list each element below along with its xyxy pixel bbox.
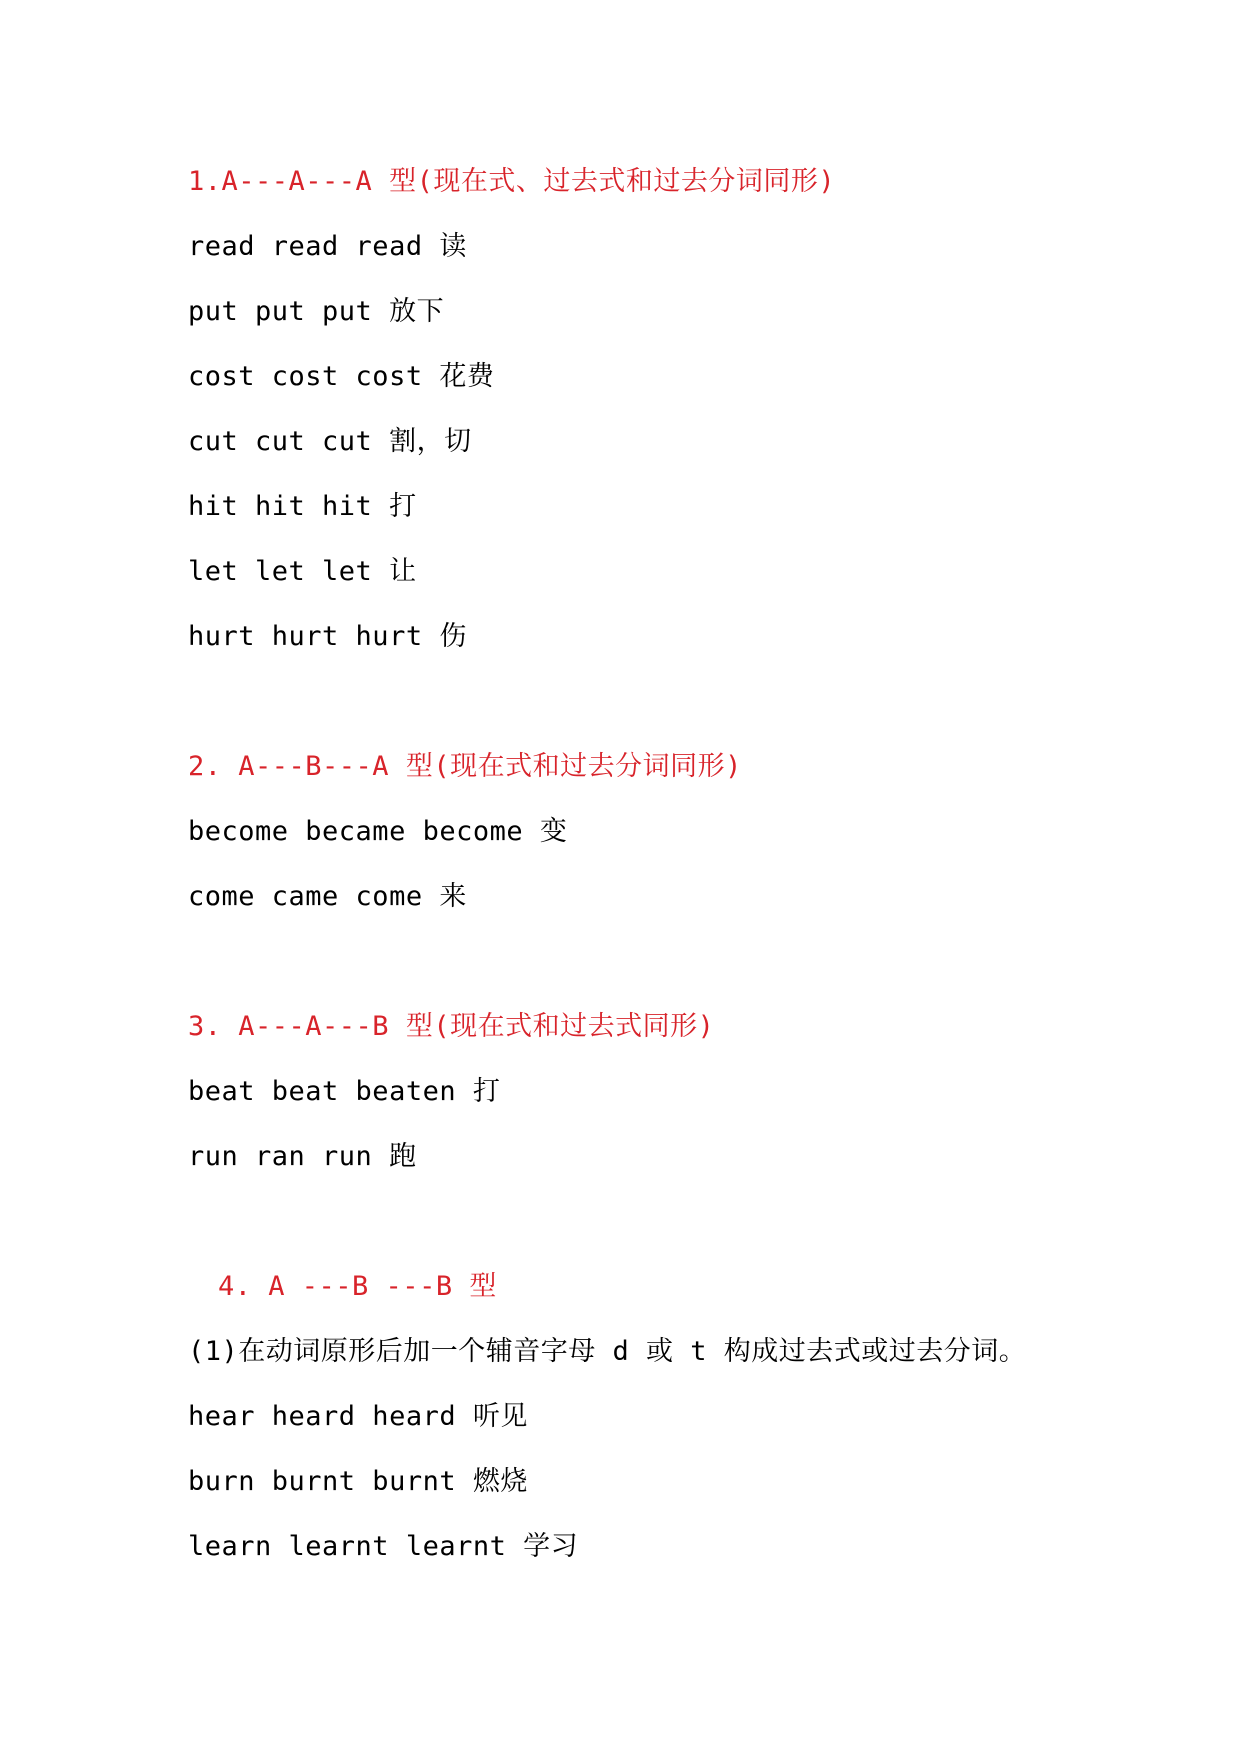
- list-item: beat beat beaten 打: [188, 1076, 501, 1107]
- list-item: let let let 让: [188, 556, 417, 587]
- section-1-heading: 1.A---A---A 型(现在式、过去式和过去分词同形): [188, 166, 836, 197]
- section-4-heading: 4. A ---B ---B 型: [218, 1271, 497, 1302]
- list-item: hit hit hit 打: [188, 491, 417, 522]
- section-4-note: (1)在动词原形后加一个辅音字母 d 或 t 构成过去式或过去分词。: [188, 1336, 1027, 1367]
- list-item: come came come 来: [188, 881, 467, 912]
- section-2-heading: 2. A---B---A 型(现在式和过去分词同形): [188, 751, 742, 782]
- section-3-heading: 3. A---A---B 型(现在式和过去式同形): [188, 1011, 715, 1042]
- list-item: hear heard heard 听见: [188, 1401, 528, 1432]
- list-item: cost cost cost 花费: [188, 361, 495, 392]
- list-item: learn learnt learnt 学习: [188, 1531, 579, 1562]
- list-item: burn burnt burnt 燃烧: [188, 1466, 528, 1497]
- list-item: run ran run 跑: [188, 1141, 417, 1172]
- list-item: read read read 读: [188, 231, 467, 262]
- list-item: cut cut cut 割，切: [188, 426, 472, 457]
- list-item: become became become 变: [188, 816, 568, 847]
- list-item: hurt hurt hurt 伤: [188, 621, 467, 652]
- list-item: put put put 放下: [188, 296, 445, 327]
